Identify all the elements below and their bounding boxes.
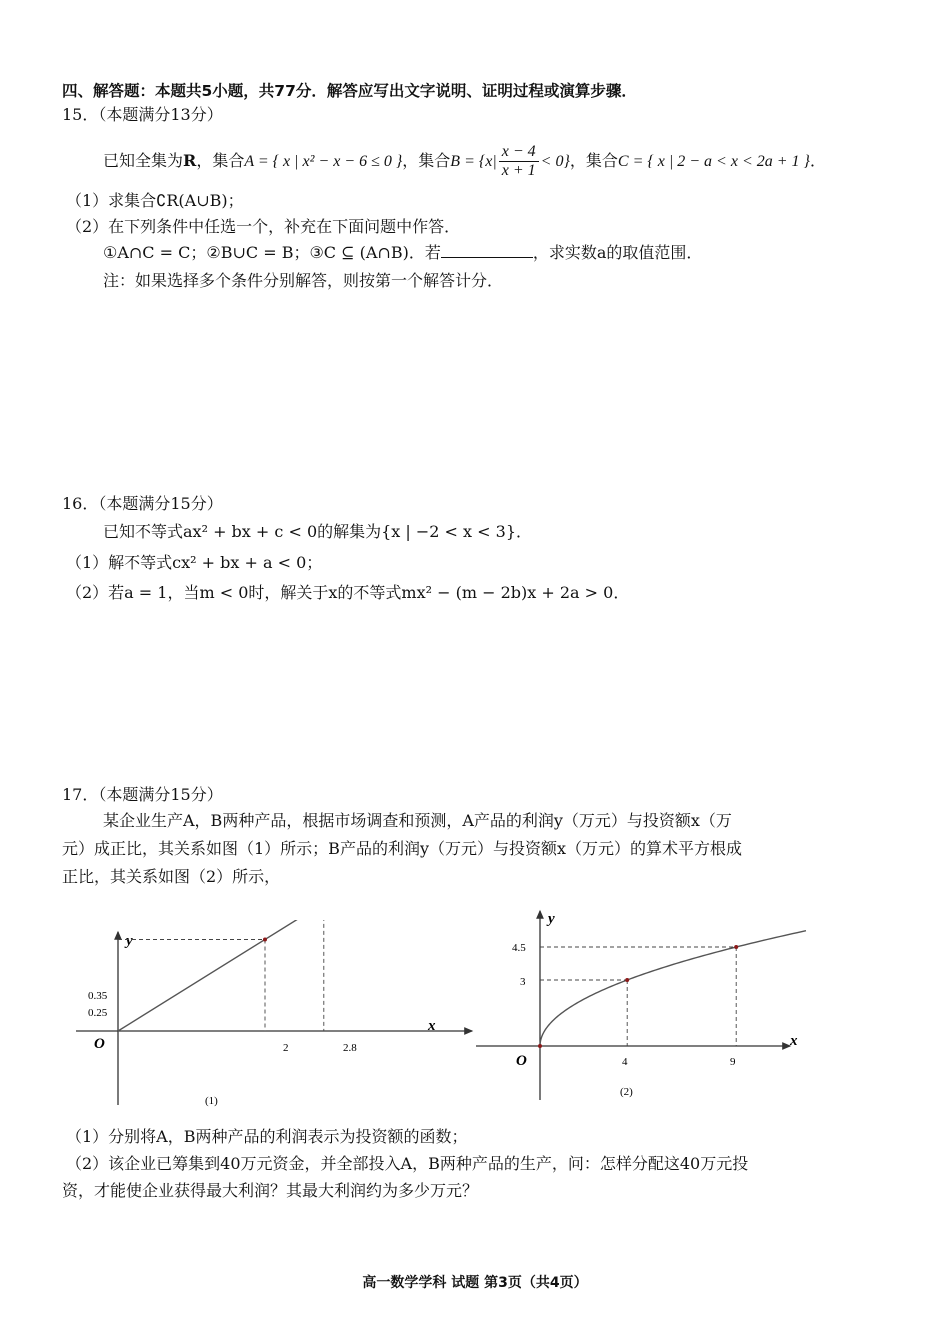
set-b-denominator: x + 1 xyxy=(501,162,536,179)
fig1-tick-x-2: 2 xyxy=(283,1042,289,1054)
q15-real-set: R xyxy=(183,151,197,170)
q15-conditions-line xyxy=(103,242,702,264)
fig1-tick-x-2.8: 2.8 xyxy=(343,1042,357,1054)
fig2-point-2 xyxy=(734,945,738,949)
set-b-fraction xyxy=(499,143,539,180)
q16-header: 16．（本题满分15分） xyxy=(62,494,223,513)
fig2-point-0 xyxy=(538,1044,542,1048)
q15-set-b-prefix: ，集合 xyxy=(402,151,451,170)
fig2-tick-x-4: 4 xyxy=(622,1056,628,1068)
answer-blank[interactable] xyxy=(441,243,533,258)
set-c-expression: C = { x | 2 − a < x < 2a + 1 } xyxy=(617,153,810,170)
set-b-tail: < 0} xyxy=(540,153,570,170)
fig1-line xyxy=(118,920,480,1031)
q17-stem-line2: 元）成正比，其关系如图（1）所示；B产品的利润y（万元）与投资额x（万元）的算术平方根成 xyxy=(62,839,743,858)
fig2-y-label: y xyxy=(548,911,555,927)
q17-header: 17．（本题满分15分） xyxy=(62,785,223,804)
fig2-caption: (2) xyxy=(620,1086,633,1098)
fig2-x-label: x xyxy=(790,1033,798,1049)
fig2-curve xyxy=(540,931,806,1046)
set-b-lead: B = {x| xyxy=(450,153,497,170)
set-a-expression: A = { x | x² − x − 6 ≤ 0 } xyxy=(244,153,403,170)
q15-part1: （1）求集合∁R(A∪B)； xyxy=(66,191,244,210)
fig1-tick-y-0.25: 0.25 xyxy=(88,1007,108,1019)
q17-stem-line3: 正比，其关系如图（2）所示， xyxy=(62,867,281,886)
q17-stem-line1: 某企业生产A，B两种产品，根据市场调查和预测，A产品的利润y（万元）与投资额x（万 xyxy=(103,811,732,830)
q16-stem: 已知不等式ax² + bx + c < 0的解集为{x | −2 < x < 3}． xyxy=(103,522,533,541)
section-title: 四、解答题：本题共5小题，共77分．解答应写出文字说明、证明过程或演算步骤． xyxy=(62,82,637,100)
q15-ask: ，求实数a的取值范围． xyxy=(532,243,703,262)
fig2-origin: O xyxy=(516,1053,527,1069)
fig1-origin: O xyxy=(94,1036,105,1052)
set-b-numerator: x − 4 xyxy=(499,143,539,162)
fig1-caption: (1) xyxy=(205,1095,218,1107)
fig1-x-label: x xyxy=(428,1018,436,1034)
q17-part2-line1: （2）该企业已筹集到40万元资金，并全部投入A，B两种产品的生产，问：怎样分配这40万元投 xyxy=(66,1154,749,1173)
q15-set-a-prefix: ，集合 xyxy=(196,151,245,170)
q17-part1: （1）分别将A，B两种产品的利润表示为投资额的函数； xyxy=(66,1127,468,1146)
fig2-point-1 xyxy=(625,978,629,982)
fig2-tick-y-4.5: 4.5 xyxy=(512,942,526,954)
q16-part2: （2）若a = 1，当m < 0时，解关于x的不等式mx² − (m − 2b)x + 2a > 0． xyxy=(66,583,630,602)
q15-stem xyxy=(103,141,826,181)
q15-part2: （2）在下列条件中任选一个，补充在下面问题中作答． xyxy=(66,217,461,236)
q15-stem-prefix: 已知全集为 xyxy=(103,151,184,170)
q15-conditions: ①A∩C = C；②B∪C = B；③C ⊆ (A∩B)．若 xyxy=(103,243,441,262)
fig2-tick-x-9: 9 xyxy=(730,1056,736,1068)
q17-part2-line2: 资，才能使企业获得最大利润？其最大利润约为多少万元？ xyxy=(62,1181,479,1200)
q15-set-c-prefix: ，集合 xyxy=(569,151,618,170)
fig1-tick-y-0.35: 0.35 xyxy=(88,990,108,1002)
page-footer: 高一数学学科 试题 第3页（共4页） xyxy=(362,1275,588,1291)
figure-1 xyxy=(60,920,480,1120)
q15-stem-end: ． xyxy=(809,151,826,170)
fig2-tick-y-3: 3 xyxy=(520,976,526,988)
q16-part1: （1）解不等式cx² + bx + a < 0； xyxy=(66,553,323,572)
fig1-point-0 xyxy=(263,938,267,942)
figure-2 xyxy=(470,905,815,1105)
fig1-y-label: y xyxy=(126,933,133,949)
q15-header: 15．（本题满分13分） xyxy=(62,105,223,124)
q15-note: 注：如果选择多个条件分别解答，则按第一个解答计分． xyxy=(103,271,504,290)
